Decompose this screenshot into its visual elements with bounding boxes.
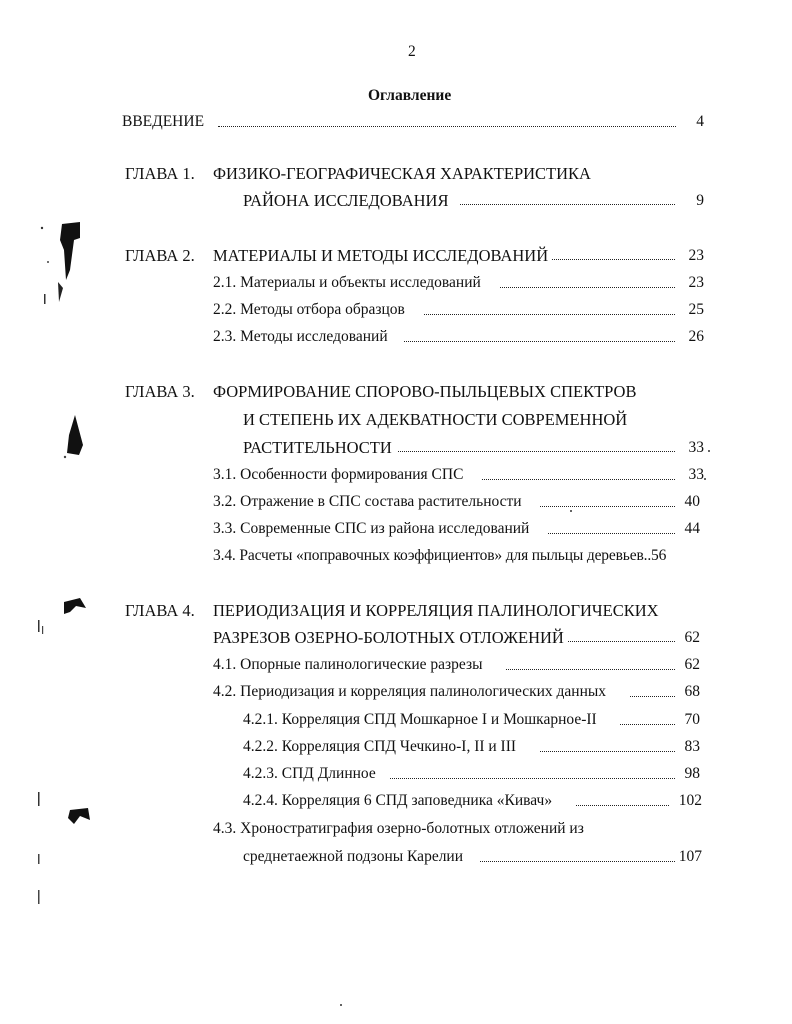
ch4-title-line1: ПЕРИОДИЗАЦИЯ И КОРРЕЛЯЦИЯ ПАЛИНОЛОГИЧЕСКИХ [213,601,659,620]
ch3-page: 33 [688,439,704,456]
ch3-item-label: 3.1. Особенности формирования СПС [213,466,464,483]
ch1-title-line1: ФИЗИКО-ГЕОГРАФИЧЕСКАЯ ХАРАКТЕРИСТИКА [213,164,591,183]
ch4-item-label: 4.2.2. Корреляция СПД Чечкино-I, II и III [243,738,517,755]
ch4-item-page: 98 [684,765,700,782]
ch3-item-label: 3.2. Отражение в СПС состава растительности [213,493,522,510]
ch2-item-label: 2.1. Материалы и объекты исследований [213,274,481,291]
dot-leader [398,439,675,452]
ch3-prefix: ГЛАВА 3. [125,382,195,401]
scan-speck [340,1004,342,1006]
dot-leader [506,657,675,670]
page-title: Оглавление [368,87,452,104]
scan-blot [55,405,95,465]
ch4-item-label: 4.2.1. Корреляция СПД Мошкарное I и Мошкарное-II [243,711,597,728]
toc-intro-label: ВВЕДЕНИЕ [122,113,205,130]
toc-intro-page: 4 [696,113,704,130]
ch3-title-line2: И СТЕПЕНЬ ИХ АДЕКВАТНОСТИ СОВРЕМЕННОЙ [243,410,628,429]
ch4-item-page: 68 [684,683,700,700]
scan-blot [30,790,100,920]
ch1-title-line2: РАЙОНА ИССЛЕДОВАНИЯ [243,191,449,210]
ch4-item-label: 4.2.4. Корреляция 6 СПД заповедника «Кивач» [243,792,553,809]
scan-speck [570,510,572,512]
dot-leader [540,739,675,752]
ch4-item-page: 70 [684,711,700,728]
dot-leader [552,247,675,260]
page-number: 2 [408,43,416,60]
ch2-prefix: ГЛАВА 2. [125,246,195,265]
ch2-title: МАТЕРИАЛЫ И МЕТОДЫ ИССЛЕДОВАНИЙ [213,246,549,265]
dot-leader [482,467,675,480]
ch2-item-page: 23 [688,274,704,291]
dot-leader [218,114,676,127]
ch2-item-page: 25 [688,301,704,318]
ch4-item-continuation: среднетаежной подзоны Карелии [243,848,464,865]
ch1-page: 9 [696,192,704,209]
dot-leader [500,275,675,288]
ch4-prefix: ГЛАВА 4. [125,601,195,620]
ch4-item-label: 4.2.3. СПД Длинное [243,765,376,782]
ch2-item-label: 2.3. Методы исследований [213,328,388,345]
ch3-item-label: 3.4. Расчеты «поправочных коэффициентов» для пыльцы деревьев..56 [213,547,667,564]
scan-blot [30,590,100,650]
ch3-title-line1: ФОРМИРОВАНИЕ СПОРОВО-ПЫЛЬЦЕВЫХ СПЕКТРОВ [213,382,637,401]
ch3-item-page: 44 [684,520,700,537]
ch4-item-page: 107 [678,848,702,865]
scan-speck [708,450,710,452]
ch4-page: 62 [684,629,700,646]
ch4-item-label: 4.3. Хроностратиграфия озерно-болотных отложений из [213,820,584,837]
ch2-page: 23 [688,247,704,264]
ch4-item-page: 102 [678,792,702,809]
ch3-item-page: 40 [684,493,700,510]
ch2-item-page: 26 [688,328,704,345]
ch3-item-label: 3.3. Современные СПС из района исследований [213,520,530,537]
dot-leader [390,766,675,779]
ch2-item-label: 2.2. Методы отбора образцов [213,301,405,318]
dot-leader [540,494,675,507]
dot-leader [480,849,675,862]
ch4-title-line2: РАЗРЕЗОВ ОЗЕРНО-БОЛОТНЫХ ОТЛОЖЕНИЙ [213,628,564,647]
ch4-item-label: 4.2. Периодизация и корреляция палинологических данных [213,683,607,700]
ch3-item-page: 33 [688,466,704,483]
ch4-item-label: 4.1. Опорные палинологические разрезы [213,656,483,673]
dot-leader [460,192,675,205]
ch3-title-line3: РАСТИТЕЛЬНОСТИ [243,438,392,457]
scan-speck [704,478,706,480]
ch4-item-page: 62 [684,656,700,673]
dot-leader [424,302,675,315]
ch4-item-page: 83 [684,738,700,755]
ch1-prefix: ГЛАВА 1. [125,164,195,183]
dot-leader [404,329,675,342]
scan-blot [30,210,90,320]
